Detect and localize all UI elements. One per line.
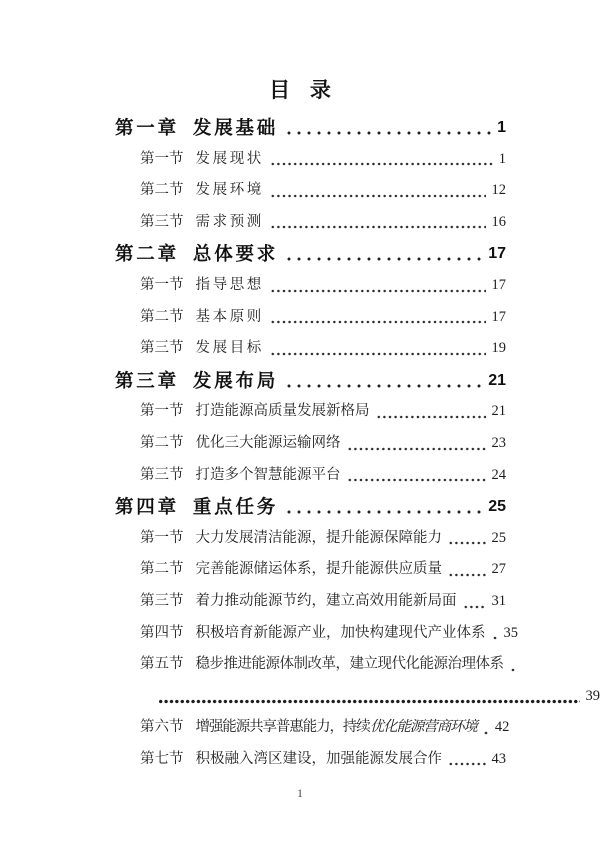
- section-title: 打造多个智慧能源平台: [195, 466, 341, 483]
- dot-leader: [483, 731, 489, 735]
- section-number-label: 第二节: [140, 182, 184, 199]
- section-number-label: 第三节: [140, 592, 184, 609]
- section-title: 稳步推进能源体制改革，建立现代化能源治理体系: [195, 656, 504, 673]
- section-number-label: 第一节: [140, 403, 184, 420]
- toc-section-row-wrapped-line2: [0, 681, 600, 713]
- section-page-number: 12: [491, 182, 506, 199]
- section-title: 完善能源储运体系，提升能源供应质量: [195, 561, 442, 578]
- section-title: 打造能源高质量发展新格局: [195, 403, 370, 420]
- toc-section-row-wrapped-line1: [0, 649, 600, 681]
- chapter-number-label: 第一章: [115, 117, 179, 138]
- section-page-number: 23: [491, 434, 506, 451]
- toc-section-row: [0, 523, 600, 555]
- section-title: 需求预测: [195, 213, 264, 230]
- toc-section-row: [0, 207, 600, 239]
- dot-leader: [448, 762, 486, 766]
- section-title: 指导思想: [195, 276, 264, 293]
- dot-leader: [270, 320, 486, 324]
- chapter-number-label: 第四章: [115, 496, 179, 518]
- toc-section-row: [0, 175, 600, 207]
- dot-leader: [284, 257, 482, 261]
- chapter-title: 发展基础: [192, 117, 279, 138]
- chapter-title: 总体要求: [192, 243, 279, 265]
- toc-section-row: [0, 554, 600, 586]
- toc-section-row: [0, 396, 600, 428]
- toc-chapter-row: [0, 112, 600, 144]
- section-page-number: 31: [491, 592, 506, 609]
- toc-section-row: [0, 744, 600, 776]
- section-number-label: 第四节: [140, 624, 184, 641]
- dot-leader: [158, 699, 580, 704]
- toc-section-row: [0, 586, 600, 618]
- section-title-kaiti-part: 优化能源营商环境: [369, 719, 477, 736]
- section-number-label: 第二节: [140, 308, 184, 325]
- dot-leader: [270, 162, 493, 166]
- toc-chapter-row: [0, 238, 600, 270]
- chapter-page-number: 1: [497, 119, 506, 136]
- section-number-label: 第三节: [140, 340, 184, 357]
- toc-section-row: [0, 460, 600, 492]
- section-page-number: 1: [498, 150, 506, 167]
- section-number-label: 第一节: [140, 529, 184, 546]
- chapter-page-number: 17: [488, 245, 506, 263]
- section-page-number: 19: [491, 340, 506, 357]
- chapter-title: 发展布局: [192, 369, 279, 391]
- dot-leader: [284, 510, 482, 514]
- section-page-number: 43: [491, 750, 506, 767]
- dot-leader: [284, 131, 491, 135]
- dot-leader: [347, 478, 486, 482]
- toc-section-row: [0, 333, 600, 365]
- section-page-number: 17: [491, 308, 506, 325]
- toc-section-row: [0, 712, 600, 744]
- section-page-number: 21: [491, 403, 506, 420]
- footer-page-number: 1: [297, 786, 303, 800]
- dot-leader: [376, 415, 486, 419]
- section-number-label: 第一节: [140, 276, 184, 293]
- section-number-label: 第五节: [140, 656, 184, 673]
- section-page-number: 27: [491, 561, 506, 578]
- section-page-number: 35: [503, 624, 518, 641]
- toc-chapter-row: [0, 365, 600, 397]
- chapter-number-label: 第三章: [115, 369, 179, 391]
- section-number-label: 第二节: [140, 434, 184, 451]
- section-number-label: 第一节: [140, 150, 184, 167]
- dot-leader: [270, 289, 486, 293]
- toc-section-row: [0, 618, 600, 650]
- section-title: 大力发展清洁能源，提升能源保障能力: [195, 529, 442, 546]
- section-number-label: 第七节: [140, 750, 184, 767]
- toc-section-row: [0, 144, 600, 176]
- section-page-number: 39: [585, 687, 600, 704]
- chapter-number-label: 第二章: [115, 243, 179, 265]
- chapter-title: 重点任务: [192, 496, 279, 518]
- toc-section-row: [0, 302, 600, 334]
- dot-leader: [463, 605, 486, 609]
- section-title: 增强能源共享普惠能力，持续: [195, 719, 370, 736]
- toc-section-row: [0, 428, 600, 460]
- section-number-label: 第三节: [140, 213, 184, 230]
- toc-section-row: [0, 270, 600, 302]
- section-page-number: 17: [491, 276, 506, 293]
- dot-leader: [347, 447, 486, 451]
- section-title: 优化三大能源运输网络: [195, 434, 341, 451]
- section-page-number: 16: [491, 213, 506, 230]
- section-title: 发展现状: [195, 150, 264, 167]
- toc-chapter-row: [0, 491, 600, 523]
- section-page-number: 24: [491, 466, 506, 483]
- section-page-number: 25: [491, 529, 506, 546]
- section-title: 基本原则: [195, 308, 264, 325]
- chapter-page-number: 25: [488, 498, 506, 516]
- section-title: 发展目标: [195, 340, 264, 357]
- chapter-page-number: 21: [488, 371, 506, 389]
- table-of-contents: [0, 112, 600, 775]
- section-title: 着力推动能源节约，建立高效用能新局面: [195, 592, 457, 609]
- toc-heading: 目 录: [269, 79, 331, 102]
- section-page-number: 42: [494, 719, 510, 736]
- dot-leader: [270, 194, 486, 198]
- dot-leader: [270, 225, 486, 229]
- dot-leader: [284, 384, 482, 388]
- dot-leader: [448, 573, 486, 577]
- section-title: 积极融入湾区建设，加强能源发展合作: [195, 750, 442, 767]
- section-number-label: 第二节: [140, 561, 184, 578]
- section-title: 积极培育新能源产业，加快构建现代产业体系: [195, 624, 486, 641]
- dot-leader: [510, 668, 516, 672]
- section-number-label: 第三节: [140, 466, 184, 483]
- section-title: 发展环境: [195, 182, 264, 199]
- dot-leader: [448, 541, 486, 545]
- dot-leader: [492, 636, 498, 640]
- dot-leader: [270, 352, 486, 356]
- section-number-label: 第六节: [140, 719, 184, 736]
